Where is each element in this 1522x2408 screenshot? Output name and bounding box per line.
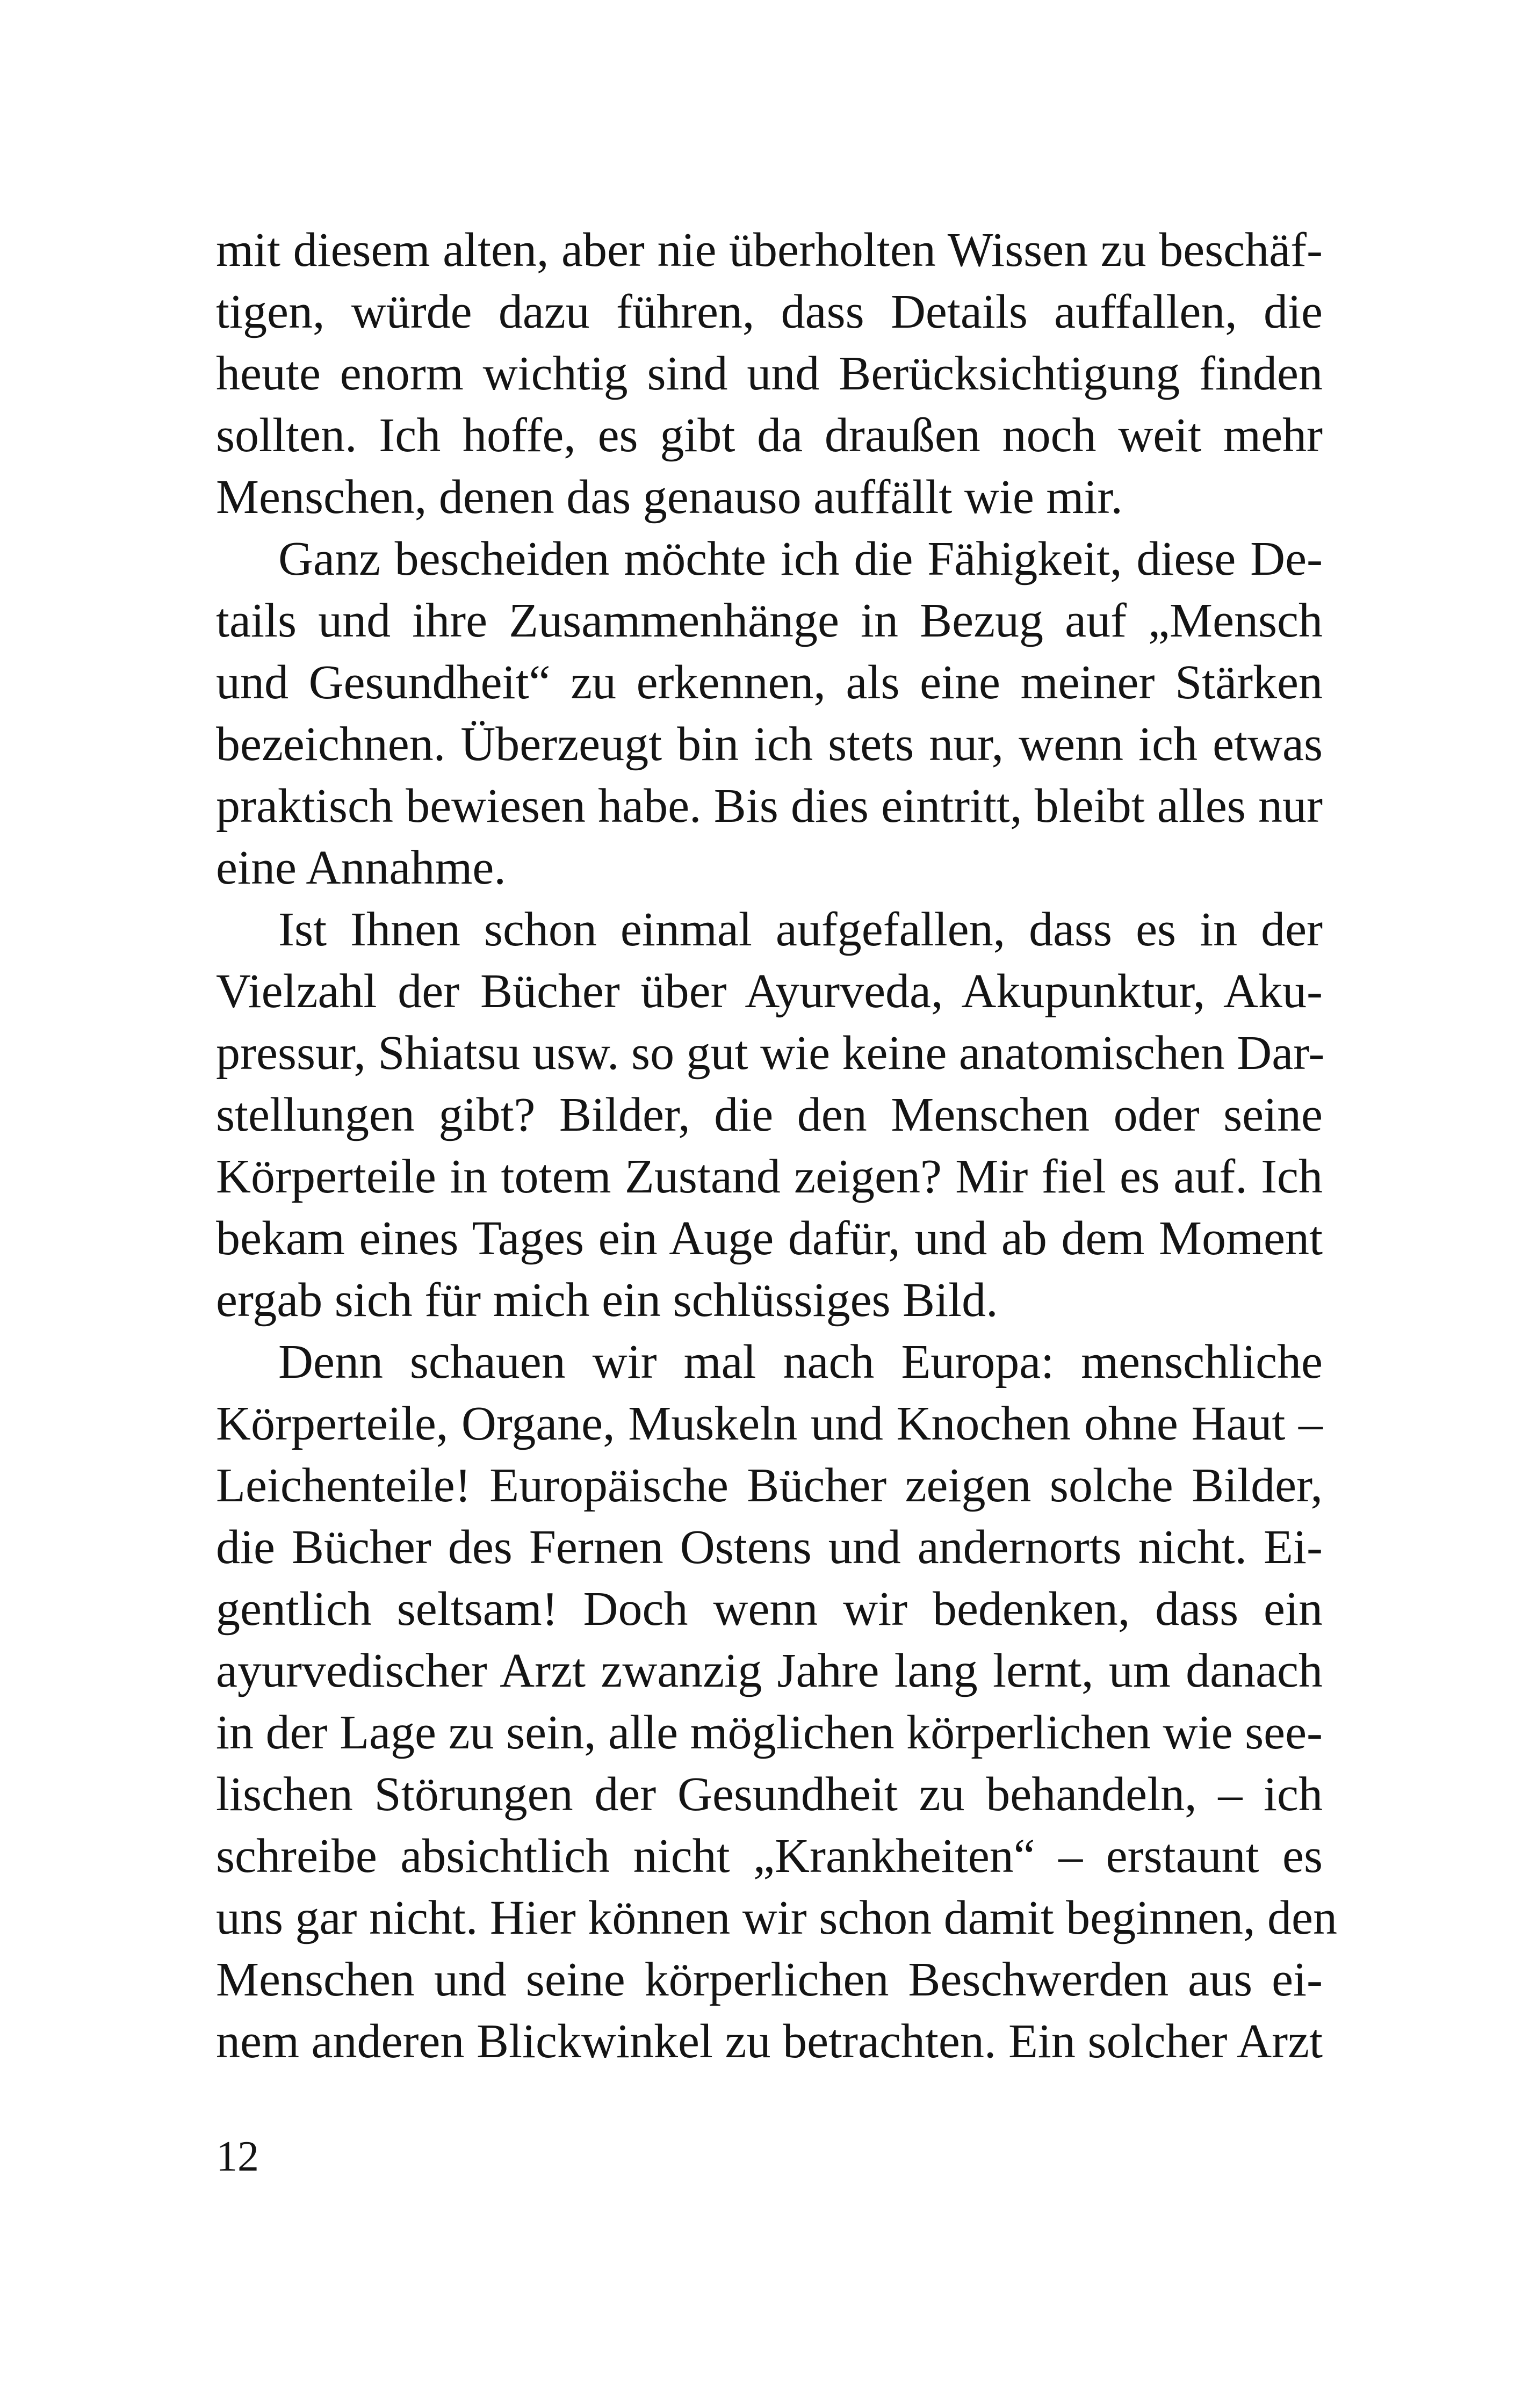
text-line: bezeichnen. Überzeugt bin ich stets nur, wenn ich etwas <box>216 718 1323 771</box>
body-text <box>216 219 1338 2072</box>
text-line: tigen, würde dazu führen, dass Details auffallen, die <box>216 285 1323 338</box>
text-line: pressur, Shiatsu usw. so gut wie keine anatomischen Dar- <box>216 1026 1325 1080</box>
text-line: schreibe absichtlich nicht „Krankheiten“ – erstaunt es <box>216 1829 1323 1883</box>
text-line: Leichenteile! Europäische Bücher zeigen solche Bilder, <box>216 1459 1323 1512</box>
text-line: gentlich seltsam! Doch wenn wir bedenken, dass ein <box>216 1582 1323 1636</box>
text-line: tails und ihre Zusammenhänge in Bezug auf „Mensch <box>216 594 1323 647</box>
text-line: Körperteile, Organe, Muskeln und Knochen ohne Haut – <box>216 1397 1323 1450</box>
text-line: Körperteile in totem Zustand zeigen? Mir fiel es auf. Ich <box>216 1150 1323 1203</box>
page-number: 12 <box>216 2133 259 2180</box>
text-line: praktisch bewiesen habe. Bis dies eintritt, bleibt alles nur <box>216 779 1323 833</box>
text-line: heute enorm wichtig sind und Berücksichtigung finden <box>216 347 1323 400</box>
text-line: in der Lage zu sein, alle möglichen körperlichen wie see- <box>216 1706 1323 1759</box>
text-line: Menschen und seine körperlichen Beschwerden aus ei- <box>216 1953 1323 2006</box>
text-line: stellungen gibt? Bilder, die den Menschen oder seine <box>216 1088 1323 1141</box>
text-line: lischen Störungen der Gesundheit zu behandeln, – ich <box>216 1768 1323 1821</box>
text-line: ayurvedischer Arzt zwanzig Jahre lang lernt, um danach <box>216 1644 1323 1697</box>
text-line: eine Annahme. <box>216 841 506 894</box>
text-line: Menschen, denen das genauso auffällt wie mir. <box>216 471 1123 524</box>
text-line: Vielzahl der Bücher über Ayurveda, Akupunktur, Aku- <box>216 965 1323 1018</box>
text-line: uns gar nicht. Hier können wir schon damit beginnen, den <box>216 1891 1338 1944</box>
text-line: mit diesem alten, aber nie überholten Wissen zu beschäf- <box>216 223 1323 277</box>
text-line: ergab sich für mich ein schlüssiges Bild. <box>216 1274 998 1327</box>
text-line: Denn schauen wir mal nach Europa: menschliche <box>278 1335 1323 1389</box>
text-line: und Gesundheit“ zu erkennen, als eine meiner Stärken <box>216 656 1323 709</box>
text-line: Ist Ihnen schon einmal aufgefallen, dass es in der <box>278 903 1323 956</box>
text-line: nem anderen Blickwinkel zu betrachten. Ein solcher Arzt <box>216 2015 1323 2068</box>
text-line: Ganz bescheiden möchte ich die Fähigkeit, diese De- <box>278 532 1323 585</box>
text-line: die Bücher des Fernen Ostens und andernorts nicht. Ei- <box>216 1521 1323 1574</box>
text-line: sollten. Ich hoffe, es gibt da draußen noch weit mehr <box>216 409 1323 462</box>
text-line: bekam eines Tages ein Auge dafür, und ab dem Moment <box>216 1212 1323 1265</box>
